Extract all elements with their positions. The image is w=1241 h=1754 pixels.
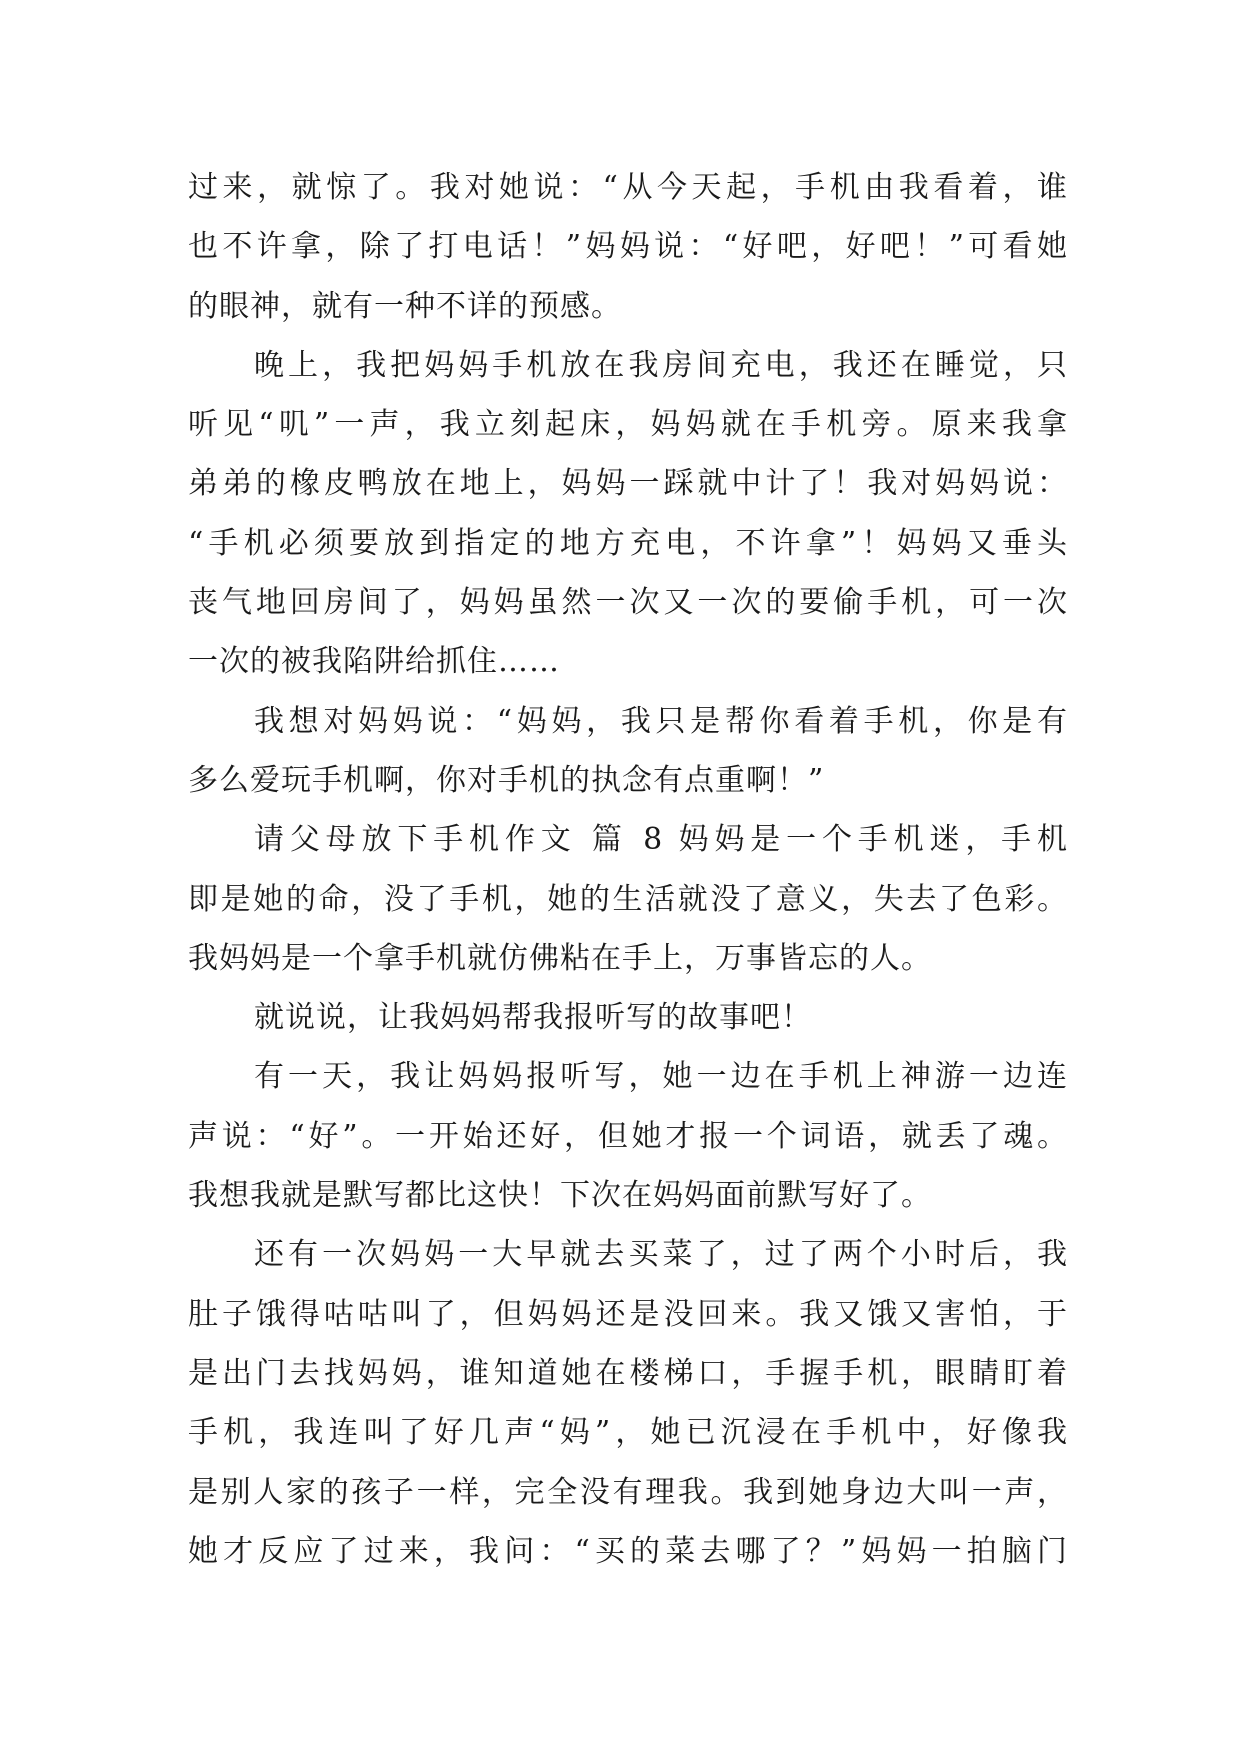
text-line: 请父母放下手机作文 篇 8 妈妈是一个手机迷，手机 [254,822,1068,858]
text-line: 一次的被我陷阱给抓住…… [188,644,560,680]
essay-body [188,158,1068,1581]
text-line: 有一天，我让妈妈报听写，她一边在手机上神游一边连 [254,1059,1068,1095]
text-line: 是别人家的孩子一样，完全没有理我。我到她身边大叫一声， [188,1474,1068,1510]
text-line: “手机必须要放到指定的地方充电，不许拿”！妈妈又垂头 [188,525,1068,561]
text-line: 弟弟的橡皮鸭放在地上，妈妈一踩就中计了！我对妈妈说： [188,466,1068,502]
text-line: 她才反应了过来，我问：“买的菜去哪了？”妈妈一拍脑门 [188,1533,1068,1569]
text-line: 肚子饿得咕咕叫了，但妈妈还是没回来。我又饿又害怕，于 [188,1296,1068,1332]
text-line: 手机，我连叫了好几声“妈”，她已沉浸在手机中，好像我 [188,1415,1068,1451]
text-line: 的眼神，就有一种不详的预感。 [188,288,622,324]
text-line: 也不许拿，除了打电话！”妈妈说：“好吧，好吧！”可看她 [188,229,1068,265]
text-line: 就说说，让我妈妈帮我报听写的故事吧！ [254,1000,812,1036]
text-line: 是出门去找妈妈，谁知道她在楼梯口，手握手机，眼睛盯着 [188,1355,1068,1391]
text-line: 丧气地回房间了，妈妈虽然一次又一次的要偷手机，可一次 [188,585,1068,621]
text-line: 听见“叽”一声，我立刻起床，妈妈就在手机旁。原来我拿 [188,407,1068,443]
text-line: 多么爱玩手机啊，你对手机的执念有点重啊！” [188,762,825,798]
text-line: 我想我就是默写都比这快！下次在妈妈面前默写好了。 [188,1178,932,1214]
text-line: 我想对妈妈说：“妈妈，我只是帮你看着手机，你是有 [254,703,1068,739]
text-line: 声说：“好”。一开始还好，但她才报一个词语，就丢了魂。 [188,1118,1068,1154]
text-line: 即是她的命，没了手机，她的生活就没了意义，失去了色彩。 [188,881,1068,917]
text-line: 我妈妈是一个拿手机就仿佛粘在手上，万事皆忘的人。 [188,940,932,976]
text-line: 还有一次妈妈一大早就去买菜了，过了两个小时后，我 [254,1237,1068,1273]
text-line: 过来，就惊了。我对她说：“从今天起，手机由我看着，谁 [188,170,1068,205]
text-line: 晚上，我把妈妈手机放在我房间充电，我还在睡觉，只 [254,347,1068,383]
